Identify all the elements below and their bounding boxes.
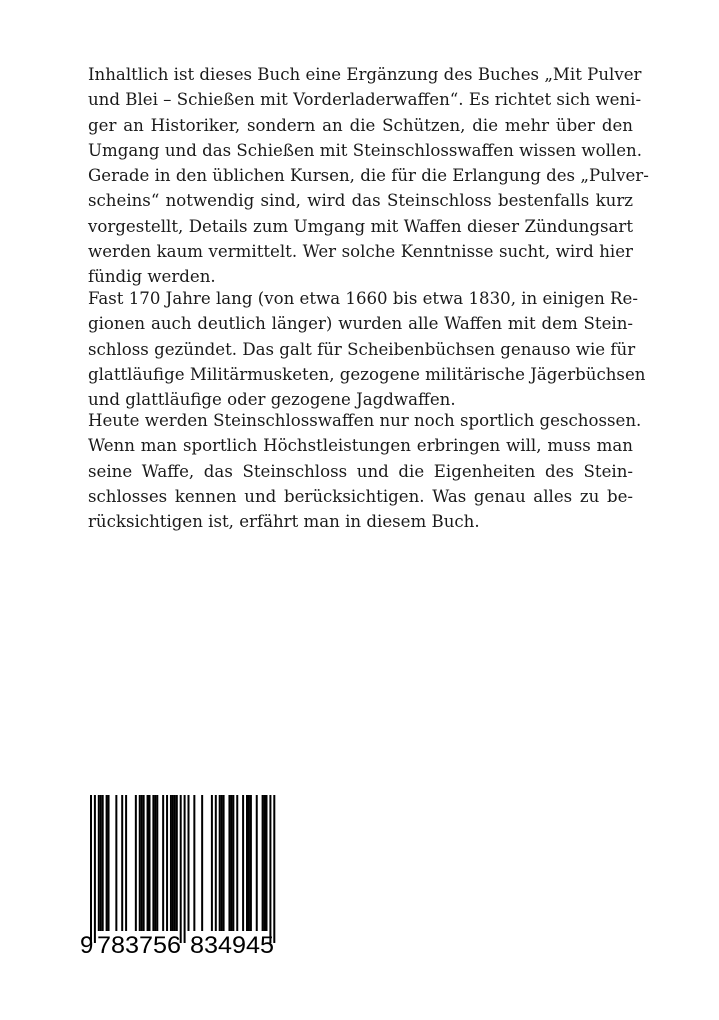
text-line: gionen auch deutlich länger) wurden alle Waffen mit dem Stein- (88, 314, 633, 334)
barcode-right-digits: 834945 (190, 932, 274, 959)
text-line: werden kaum vermittelt. Wer solche Kenntnisse sucht, wird hier (88, 242, 633, 262)
text-line: Wenn man sportlich Höchstleistungen erbringen will, muss man (88, 436, 633, 456)
barcode-bar (211, 795, 213, 931)
barcode-bar (135, 795, 137, 931)
barcode-bar (125, 795, 127, 931)
text-line: und Blei – Schießen mit Vorderladerwaffen“. Es richtet sich weni- (88, 90, 642, 110)
text-line: seine Waffe, das Steinschloss und die Eigenheiten des Stein- (88, 461, 633, 481)
barcode-bar (172, 795, 174, 931)
text-line: scheins“ notwendig sind, wird das Steinschloss bestenfalls kurz (88, 191, 633, 211)
paragraph-3 (88, 408, 642, 534)
barcode-bar (264, 795, 266, 931)
barcode-bar (228, 795, 230, 931)
barcode-bar (166, 795, 168, 931)
text-line: schlosses kennen und berücksichtigen. Was genau alles zu be- (88, 486, 633, 506)
barcode-bar (141, 795, 143, 931)
barcode-bar (262, 795, 264, 931)
barcode-bar (174, 795, 176, 931)
barcode-bar (180, 795, 182, 943)
barcode-left-digits: 783756 (97, 932, 181, 959)
barcode-bar (232, 795, 234, 931)
barcode-bar (215, 795, 217, 931)
barcode-bar (176, 795, 178, 931)
barcode-first-digit: 9 (80, 932, 94, 959)
barcode-bar (94, 795, 96, 943)
barcode-bar (115, 795, 117, 931)
barcode-bar (188, 795, 190, 931)
barcode-bar (152, 795, 154, 931)
barcode-bar (250, 795, 252, 931)
barcode-bar (256, 795, 258, 931)
isbn-barcode (78, 795, 288, 960)
barcode-bar (139, 795, 141, 931)
barcode-bar (121, 795, 123, 931)
text-line: rücksichtigen ist, erfährt man in diesem Buch. (88, 512, 480, 532)
barcode-bar (106, 795, 108, 931)
text-line: Umgang und das Schießen mit Steinschlosswaffen wissen wollen. (88, 140, 642, 160)
barcode-bar (100, 795, 102, 931)
barcode-bar (266, 795, 268, 931)
barcode-bar (90, 795, 92, 943)
barcode-bar (184, 795, 186, 943)
text-line: schloss gezündet. Das galt für Scheibenbüchsen genauso wie für (88, 339, 636, 359)
barcode-bar (108, 795, 110, 931)
barcode-bar (162, 795, 164, 931)
barcode-bar (242, 795, 244, 931)
text-line: Fast 170 Jahre lang (von etwa 1660 bis etwa 1830, in einigen Re- (88, 289, 638, 308)
barcode-bar (248, 795, 250, 931)
barcode-bar (221, 795, 223, 931)
paragraph-2 (88, 286, 646, 412)
paragraph-1 (88, 62, 649, 290)
barcode-bar (156, 795, 158, 931)
text-line: Gerade in den üblichen Kursen, die für die Erlangung des „Pulver- (88, 166, 649, 186)
text-line: glattläufige Militärmusketen, gezogene militärische Jägerbüchsen (88, 364, 646, 384)
text-line: vorgestellt, Details zum Umgang mit Waffen dieser Zündungsart (88, 216, 633, 236)
barcode-bar (223, 795, 225, 931)
barcode-bar (102, 795, 104, 931)
text-line: fündig werden. (88, 267, 216, 287)
text-line: Inhaltlich ist dieses Buch eine Ergänzung des Buches „Mit Pulver (88, 65, 642, 84)
barcode-bar (98, 795, 100, 931)
barcode-bar (154, 795, 156, 931)
barcode-bar (149, 795, 151, 931)
barcode-bar (236, 795, 238, 931)
text-line: Heute werden Steinschlosswaffen nur noch sportlich geschossen. (88, 411, 642, 430)
text-line: und glattläufige oder gezogene Jagdwaffen. (88, 390, 456, 410)
barcode-bar (170, 795, 172, 931)
barcode-bar (219, 795, 221, 931)
barcode-bar (273, 795, 275, 943)
barcode-bar (143, 795, 145, 931)
barcode-bar (269, 795, 271, 943)
barcode-bar (230, 795, 232, 931)
text-line: ger an Historiker, sondern an die Schützen, die mehr über den (88, 115, 633, 135)
barcode-bar (246, 795, 248, 931)
barcode-bar (147, 795, 149, 931)
barcode-bar (193, 795, 195, 931)
barcode-bar (201, 795, 203, 931)
